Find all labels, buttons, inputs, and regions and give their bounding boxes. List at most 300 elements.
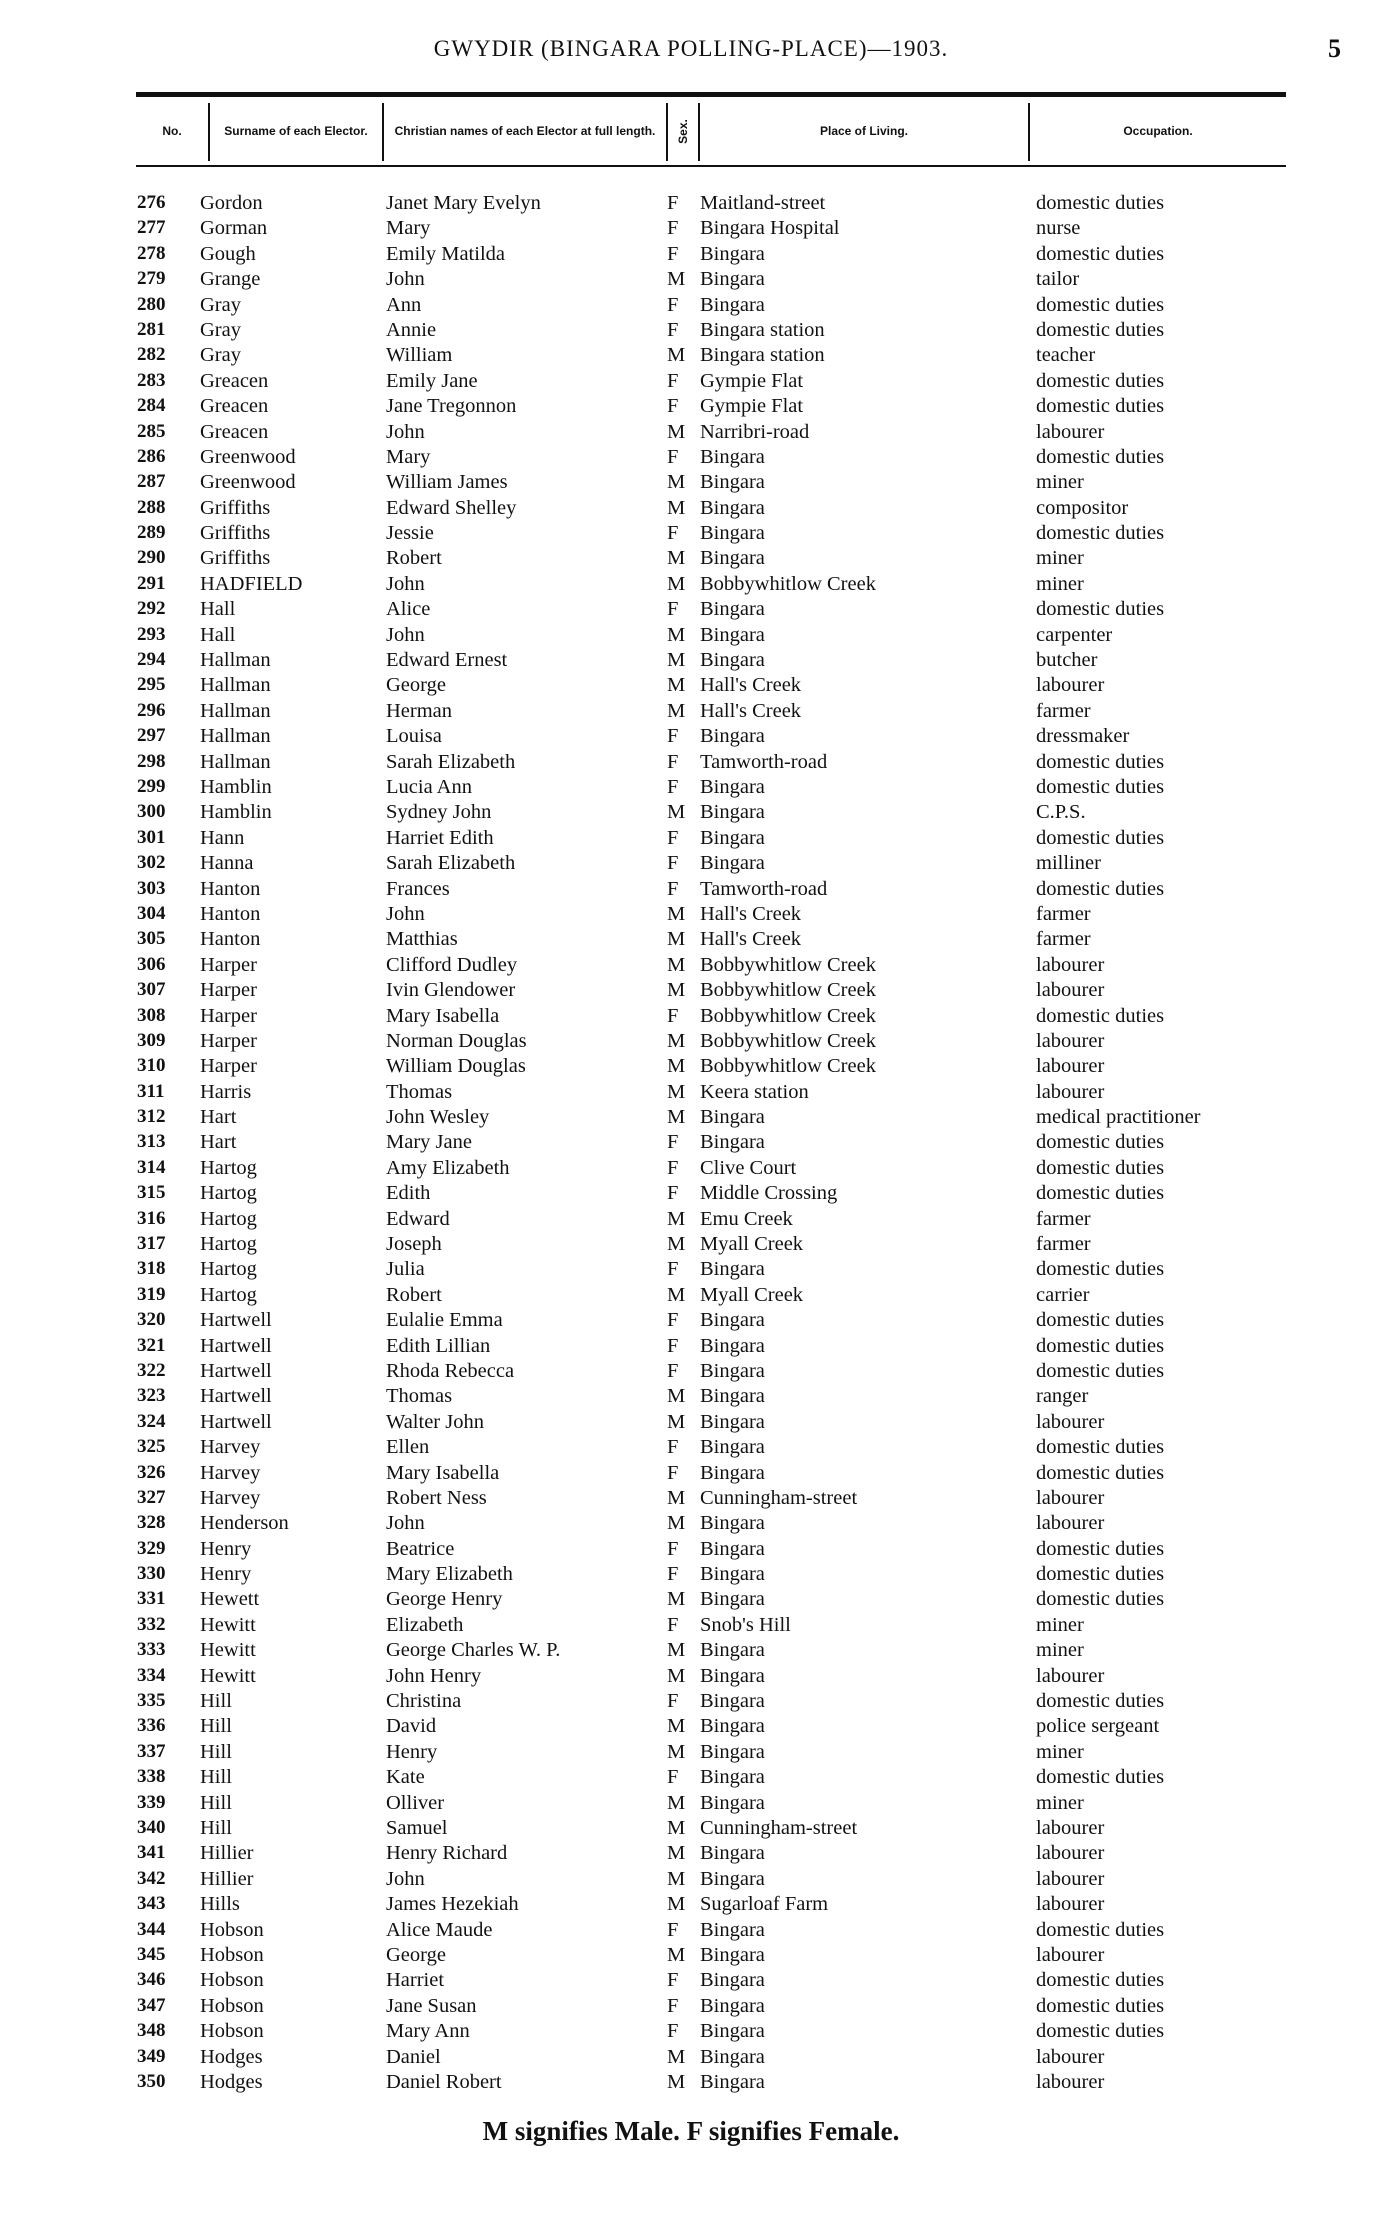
- elector-surname: Hill: [200, 1715, 232, 1738]
- elector-surname: Hanna: [200, 852, 254, 875]
- elector-christian-names: Henry Richard: [386, 1842, 508, 1865]
- elector-surname: HADFIELD: [200, 572, 303, 595]
- elector-surname: Hartog: [200, 1207, 257, 1230]
- elector-christian-names: Henry: [386, 1740, 438, 1763]
- table-row: [0, 1842, 1382, 1867]
- elector-number: 298: [137, 750, 166, 772]
- elector-occupation: miner: [1036, 1639, 1084, 1662]
- elector-surname: Harper: [200, 1004, 257, 1027]
- elector-christian-names: Harriet: [386, 1969, 445, 1992]
- elector-surname: Henry: [200, 1537, 252, 1560]
- elector-number: 292: [137, 598, 166, 620]
- elector-number: 338: [137, 1766, 166, 1788]
- table-row: [0, 1005, 1382, 1030]
- table-row: [0, 827, 1382, 852]
- table-row: [0, 1792, 1382, 1817]
- elector-occupation: domestic duties: [1036, 318, 1165, 341]
- elector-occupation: domestic duties: [1036, 445, 1165, 468]
- elector-surname: Hall: [200, 623, 236, 646]
- elector-occupation: domestic duties: [1036, 1156, 1165, 1179]
- elector-sex: F: [667, 1182, 679, 1205]
- elector-occupation: labourer: [1036, 1486, 1105, 1509]
- elector-sex: F: [667, 1563, 679, 1586]
- table-row: [0, 2046, 1382, 2071]
- elector-place-of-living: Bobbywhitlow Creek: [700, 1029, 876, 1052]
- elector-sex: M: [667, 420, 686, 443]
- elector-christian-names: Jane Susan: [386, 1994, 477, 2017]
- elector-number: 294: [137, 649, 166, 671]
- elector-number: 322: [137, 1359, 166, 1381]
- elector-occupation: domestic duties: [1036, 598, 1165, 621]
- elector-christian-names: Alice Maude: [386, 1918, 493, 1941]
- elector-christian-names: Joseph: [386, 1233, 442, 1256]
- elector-occupation: domestic duties: [1036, 1359, 1165, 1382]
- elector-christian-names: George: [386, 674, 446, 697]
- elector-sex: F: [667, 1918, 679, 1941]
- elector-surname: Hallman: [200, 649, 271, 672]
- elector-sex: M: [667, 1791, 686, 1814]
- elector-place-of-living: Bobbywhitlow Creek: [700, 953, 876, 976]
- elector-occupation: labourer: [1036, 1817, 1105, 1839]
- elector-sex: F: [667, 1537, 679, 1560]
- elector-number: 330: [137, 1563, 166, 1585]
- elector-christian-names: John: [386, 268, 425, 291]
- elector-sex: M: [667, 1867, 686, 1890]
- elector-christian-names: Herman: [386, 699, 453, 722]
- elector-number: 328: [137, 1512, 166, 1534]
- elector-christian-names: Lucia Ann: [386, 775, 472, 798]
- elector-surname: Hobson: [200, 1994, 264, 2017]
- elector-surname: Harvey: [200, 1461, 261, 1484]
- elector-surname: Hallman: [200, 725, 271, 748]
- elector-occupation: farmer: [1036, 1207, 1091, 1230]
- elector-christian-names: Norman Douglas: [386, 1029, 527, 1052]
- elector-sex: F: [667, 242, 679, 265]
- elector-christian-names: Mary Isabella: [386, 1004, 500, 1027]
- elector-occupation: domestic duties: [1036, 1588, 1165, 1611]
- elector-number: 318: [137, 1258, 166, 1280]
- table-row: [0, 370, 1382, 395]
- table-row: [0, 1106, 1382, 1131]
- elector-christian-names: John Wesley: [386, 1106, 490, 1129]
- elector-occupation: farmer: [1036, 699, 1091, 722]
- elector-christian-names: Mary Jane: [386, 1131, 472, 1154]
- table-row: [0, 1335, 1382, 1360]
- table-row: [0, 1563, 1382, 1588]
- elector-place-of-living: Bingara: [700, 1537, 765, 1560]
- elector-christian-names: Thomas: [386, 1080, 453, 1103]
- elector-number: 303: [137, 877, 166, 899]
- elector-christian-names: Walter John: [386, 1410, 484, 1433]
- elector-sex: M: [667, 1588, 686, 1611]
- elector-christian-names: Louisa: [386, 725, 442, 748]
- elector-christian-names: Robert: [386, 1283, 442, 1306]
- elector-sex: M: [667, 1080, 686, 1103]
- elector-surname: Hallman: [200, 674, 271, 697]
- elector-sex: M: [667, 496, 686, 519]
- table-row: [0, 1614, 1382, 1639]
- elector-surname: Hillier: [200, 1842, 254, 1865]
- elector-surname: Hart: [200, 1131, 237, 1154]
- elector-occupation: medical practitioner: [1036, 1106, 1201, 1129]
- elector-number: 279: [137, 268, 166, 290]
- elector-surname: Hill: [200, 1690, 232, 1713]
- elector-number: 331: [137, 1588, 166, 1610]
- elector-number: 320: [137, 1309, 166, 1331]
- elector-place-of-living: Bingara: [700, 1385, 765, 1408]
- elector-surname: Hartwell: [200, 1309, 272, 1332]
- elector-occupation: C.P.S.: [1036, 801, 1086, 824]
- elector-number: 312: [137, 1106, 166, 1128]
- elector-sex: M: [667, 1842, 686, 1865]
- elector-surname: Hartog: [200, 1182, 257, 1205]
- elector-place-of-living: Snob's Hill: [700, 1613, 791, 1636]
- elector-surname: Hill: [200, 1817, 232, 1839]
- elector-place-of-living: Bingara: [700, 598, 765, 621]
- elector-number: 299: [137, 775, 166, 797]
- elector-number: 278: [137, 242, 166, 264]
- elector-christian-names: Alice: [386, 598, 431, 621]
- elector-number: 348: [137, 2020, 166, 2042]
- elector-christian-names: Mary Isabella: [386, 1461, 500, 1484]
- elector-sex: F: [667, 598, 679, 621]
- elector-surname: Hill: [200, 1740, 232, 1763]
- elector-sex: M: [667, 1029, 686, 1052]
- elector-place-of-living: Bingara: [700, 649, 765, 672]
- table-row: [0, 1208, 1382, 1233]
- elector-occupation: miner: [1036, 1740, 1084, 1763]
- table-row: [0, 1995, 1382, 2020]
- elector-christian-names: Mary Ann: [386, 2020, 470, 2043]
- table-row: [0, 852, 1382, 877]
- elector-sex: M: [667, 1715, 686, 1738]
- elector-number: 277: [137, 217, 166, 239]
- elector-christian-names: Matthias: [386, 928, 458, 951]
- elector-place-of-living: Bobbywhitlow Creek: [700, 979, 876, 1002]
- page-title: GWYDIR (BINGARA POLLING-PLACE)—1903.: [433, 36, 949, 61]
- elector-number: 342: [137, 1867, 166, 1889]
- elector-sex: M: [667, 268, 686, 291]
- elector-surname: Hewitt: [200, 1613, 256, 1636]
- elector-surname: Hobson: [200, 1918, 264, 1941]
- elector-occupation: domestic duties: [1036, 775, 1165, 798]
- elector-place-of-living: Bingara: [700, 2020, 765, 2043]
- elector-sex: M: [667, 572, 686, 595]
- elector-occupation: domestic duties: [1036, 1461, 1165, 1484]
- table-row: [0, 954, 1382, 979]
- elector-place-of-living: Bingara: [700, 623, 765, 646]
- elector-christian-names: Clifford Dudley: [386, 953, 518, 976]
- electoral-roll-table: [0, 192, 1382, 2096]
- elector-occupation: labourer: [1036, 1512, 1105, 1535]
- elector-number: 347: [137, 1994, 166, 2016]
- table-row: [0, 471, 1382, 496]
- elector-number: 325: [137, 1436, 166, 1458]
- elector-christian-names: Amy Elizabeth: [386, 1156, 510, 1179]
- elector-surname: Hewett: [200, 1588, 260, 1611]
- elector-occupation: labourer: [1036, 1410, 1105, 1433]
- table-row: [0, 1284, 1382, 1309]
- table-row: [0, 421, 1382, 446]
- elector-sex: F: [667, 1258, 679, 1281]
- elector-occupation: carpenter: [1036, 623, 1113, 646]
- elector-occupation: domestic duties: [1036, 2020, 1165, 2043]
- elector-place-of-living: Bingara: [700, 725, 765, 748]
- elector-sex: F: [667, 1309, 679, 1332]
- elector-place-of-living: Bingara: [700, 1131, 765, 1154]
- table-row: [0, 1081, 1382, 1106]
- elector-number: 281: [137, 318, 166, 340]
- elector-sex: M: [667, 1512, 686, 1535]
- elector-number: 321: [137, 1334, 166, 1356]
- elector-surname: Hodges: [200, 2070, 263, 2093]
- elector-place-of-living: Maitland-street: [700, 192, 826, 214]
- elector-occupation: labourer: [1036, 1664, 1105, 1687]
- elector-christian-names: William: [386, 344, 453, 367]
- elector-christian-names: Julia: [386, 1258, 425, 1281]
- elector-occupation: domestic duties: [1036, 1334, 1165, 1357]
- elector-sex: F: [667, 1004, 679, 1027]
- elector-surname: Harper: [200, 1029, 257, 1052]
- elector-occupation: labourer: [1036, 1029, 1105, 1052]
- table-row: [0, 497, 1382, 522]
- table-row: [0, 1665, 1382, 1690]
- elector-christian-names: Ivin Glendower: [386, 979, 516, 1002]
- elector-sex: F: [667, 217, 679, 240]
- elector-surname: Hillier: [200, 1867, 254, 1890]
- elector-occupation: miner: [1036, 547, 1084, 570]
- elector-occupation: domestic duties: [1036, 1182, 1165, 1205]
- elector-occupation: nurse: [1036, 217, 1081, 240]
- elector-number: 335: [137, 1690, 166, 1712]
- elector-number: 310: [137, 1055, 166, 1077]
- elector-christian-names: John: [386, 572, 425, 595]
- elector-place-of-living: Hall's Creek: [700, 928, 802, 951]
- elector-place-of-living: Tamworth-road: [700, 877, 828, 900]
- elector-number: 300: [137, 801, 166, 823]
- elector-sex: M: [667, 979, 686, 1002]
- elector-occupation: domestic duties: [1036, 1309, 1165, 1332]
- elector-sex: F: [667, 1156, 679, 1179]
- elector-occupation: domestic duties: [1036, 1436, 1165, 1459]
- elector-number: 315: [137, 1182, 166, 1204]
- table-row: [0, 1385, 1382, 1410]
- table-row: [0, 1868, 1382, 1893]
- elector-number: 350: [137, 2070, 166, 2092]
- elector-surname: Gordon: [200, 192, 263, 214]
- elector-christian-names: Robert Ness: [386, 1486, 487, 1509]
- elector-sex: F: [667, 1766, 679, 1789]
- elector-sex: F: [667, 1690, 679, 1713]
- elector-surname: Gray: [200, 318, 241, 341]
- elector-christian-names: Edward: [386, 1207, 450, 1230]
- elector-place-of-living: Bingara: [700, 1766, 765, 1789]
- elector-surname: Hobson: [200, 1969, 264, 1992]
- elector-surname: Hartwell: [200, 1385, 272, 1408]
- elector-occupation: dressmaker: [1036, 725, 1130, 748]
- table-row: [0, 1919, 1382, 1944]
- elector-surname: Hall: [200, 598, 236, 621]
- elector-occupation: domestic duties: [1036, 522, 1165, 545]
- column-header-surname: Surname of each Elector.: [224, 123, 368, 138]
- elector-surname: Hewitt: [200, 1664, 256, 1687]
- elector-surname: Hanton: [200, 928, 261, 951]
- elector-sex: M: [667, 344, 686, 367]
- elector-surname: Harris: [200, 1080, 252, 1103]
- elector-place-of-living: Bingara: [700, 1410, 765, 1433]
- column-header-christian-names: Christian names of each Elector at full length.: [394, 123, 656, 138]
- elector-number: 284: [137, 395, 166, 417]
- elector-number: 327: [137, 1486, 166, 1508]
- elector-christian-names: Sarah Elizabeth: [386, 852, 516, 875]
- elector-number: 276: [137, 192, 166, 213]
- elector-surname: Hann: [200, 826, 245, 849]
- elector-number: 311: [137, 1080, 165, 1102]
- elector-occupation: labourer: [1036, 979, 1105, 1002]
- table-row: [0, 1131, 1382, 1156]
- table-row: [0, 1766, 1382, 1791]
- elector-surname: Hill: [200, 1791, 232, 1814]
- elector-surname: Harper: [200, 979, 257, 1002]
- elector-christian-names: Christina: [386, 1690, 462, 1713]
- elector-sex: F: [667, 852, 679, 875]
- elector-place-of-living: Bingara: [700, 1994, 765, 2017]
- elector-christian-names: Mary Elizabeth: [386, 1563, 513, 1586]
- elector-christian-names: Emily Matilda: [386, 242, 505, 265]
- elector-sex: M: [667, 902, 686, 925]
- column-header-sex: [668, 97, 698, 165]
- table-row: [0, 522, 1382, 547]
- elector-place-of-living: Bingara: [700, 775, 765, 798]
- elector-surname: Hallman: [200, 750, 271, 773]
- elector-christian-names: Mary: [386, 217, 431, 240]
- elector-sex: F: [667, 775, 679, 798]
- elector-occupation: farmer: [1036, 1233, 1091, 1256]
- elector-sex: F: [667, 369, 679, 392]
- elector-sex: M: [667, 1486, 686, 1509]
- elector-place-of-living: Bingara: [700, 1639, 765, 1662]
- elector-place-of-living: Keera station: [700, 1080, 809, 1103]
- column-header-sex-label: Sex.: [675, 118, 690, 144]
- elector-number: 307: [137, 979, 166, 1001]
- elector-place-of-living: Bingara: [700, 1334, 765, 1357]
- elector-christian-names: George Henry: [386, 1588, 503, 1611]
- elector-christian-names: Rhoda Rebecca: [386, 1359, 515, 1382]
- elector-occupation: labourer: [1036, 1943, 1105, 1966]
- elector-place-of-living: Gympie Flat: [700, 395, 804, 418]
- elector-christian-names: John: [386, 1867, 425, 1890]
- elector-sex: F: [667, 2020, 679, 2043]
- elector-occupation: labourer: [1036, 1080, 1105, 1103]
- elector-place-of-living: Bingara: [700, 1258, 765, 1281]
- elector-place-of-living: Bingara: [700, 2070, 765, 2093]
- elector-place-of-living: Bingara: [700, 1309, 765, 1332]
- elector-sex: M: [667, 1106, 686, 1129]
- elector-number: 337: [137, 1740, 166, 1762]
- elector-sex: F: [667, 395, 679, 418]
- elector-place-of-living: Bingara: [700, 268, 765, 291]
- elector-place-of-living: Hall's Creek: [700, 699, 802, 722]
- elector-place-of-living: Bingara: [700, 1918, 765, 1941]
- elector-number: 282: [137, 344, 166, 366]
- elector-number: 345: [137, 1943, 166, 1965]
- elector-place-of-living: Bobbywhitlow Creek: [700, 572, 876, 595]
- elector-sex: M: [667, 1385, 686, 1408]
- elector-sex: F: [667, 725, 679, 748]
- elector-place-of-living: Bingara: [700, 1359, 765, 1382]
- elector-place-of-living: Bingara: [700, 445, 765, 468]
- table-row: [0, 1309, 1382, 1334]
- elector-occupation: domestic duties: [1036, 1766, 1165, 1789]
- elector-occupation: domestic duties: [1036, 242, 1165, 265]
- elector-surname: Gough: [200, 242, 256, 265]
- table-row: [0, 1969, 1382, 1994]
- table-row: [0, 446, 1382, 471]
- elector-occupation: miner: [1036, 1791, 1084, 1814]
- table-row: [0, 192, 1382, 217]
- elector-number: 297: [137, 725, 166, 747]
- elector-place-of-living: Bingara Hospital: [700, 217, 840, 240]
- table-row: [0, 1741, 1382, 1766]
- elector-number: 349: [137, 2045, 166, 2067]
- table-row: [0, 1588, 1382, 1613]
- elector-occupation: labourer: [1036, 1893, 1105, 1916]
- elector-number: 289: [137, 522, 166, 544]
- elector-surname: Hodges: [200, 2045, 263, 2068]
- elector-place-of-living: Middle Crossing: [700, 1182, 838, 1205]
- table-row: [0, 1030, 1382, 1055]
- elector-sex: F: [667, 522, 679, 545]
- elector-sex: M: [667, 1664, 686, 1687]
- elector-place-of-living: Cunningham-street: [700, 1817, 858, 1839]
- elector-surname: Hartog: [200, 1258, 257, 1281]
- elector-surname: Hewitt: [200, 1639, 256, 1662]
- elector-occupation: miner: [1036, 1613, 1084, 1636]
- elector-surname: Hamblin: [200, 775, 272, 798]
- table-row: [0, 1411, 1382, 1436]
- elector-place-of-living: Bingara: [700, 547, 765, 570]
- table-row: [0, 801, 1382, 826]
- elector-place-of-living: Bobbywhitlow Creek: [700, 1055, 876, 1078]
- elector-place-of-living: Bingara: [700, 1563, 765, 1586]
- table-row: [0, 2020, 1382, 2045]
- elector-number: 288: [137, 496, 166, 518]
- elector-place-of-living: Bingara: [700, 1715, 765, 1738]
- table-row: [0, 294, 1382, 319]
- elector-occupation: domestic duties: [1036, 1563, 1165, 1586]
- elector-occupation: domestic duties: [1036, 1258, 1165, 1281]
- elector-place-of-living: Bingara station: [700, 344, 825, 367]
- elector-number: 296: [137, 699, 166, 721]
- elector-place-of-living: Bingara: [700, 1791, 765, 1814]
- column-header-band: [136, 92, 1286, 167]
- elector-christian-names: Edith Lillian: [386, 1334, 491, 1357]
- elector-place-of-living: Cunningham-street: [700, 1486, 858, 1509]
- elector-occupation: domestic duties: [1036, 1004, 1165, 1027]
- elector-occupation: labourer: [1036, 674, 1105, 697]
- elector-christian-names: John: [386, 420, 425, 443]
- elector-number: 313: [137, 1131, 166, 1153]
- elector-surname: Harvey: [200, 1486, 261, 1509]
- elector-sex: F: [667, 877, 679, 900]
- elector-occupation: farmer: [1036, 902, 1091, 925]
- elector-sex: M: [667, 2045, 686, 2068]
- table-row: [0, 344, 1382, 369]
- elector-occupation: domestic duties: [1036, 192, 1165, 214]
- table-row: [0, 1182, 1382, 1207]
- column-header-occupation: Occupation.: [1123, 123, 1193, 138]
- column-header-place: Place of Living.: [819, 123, 909, 138]
